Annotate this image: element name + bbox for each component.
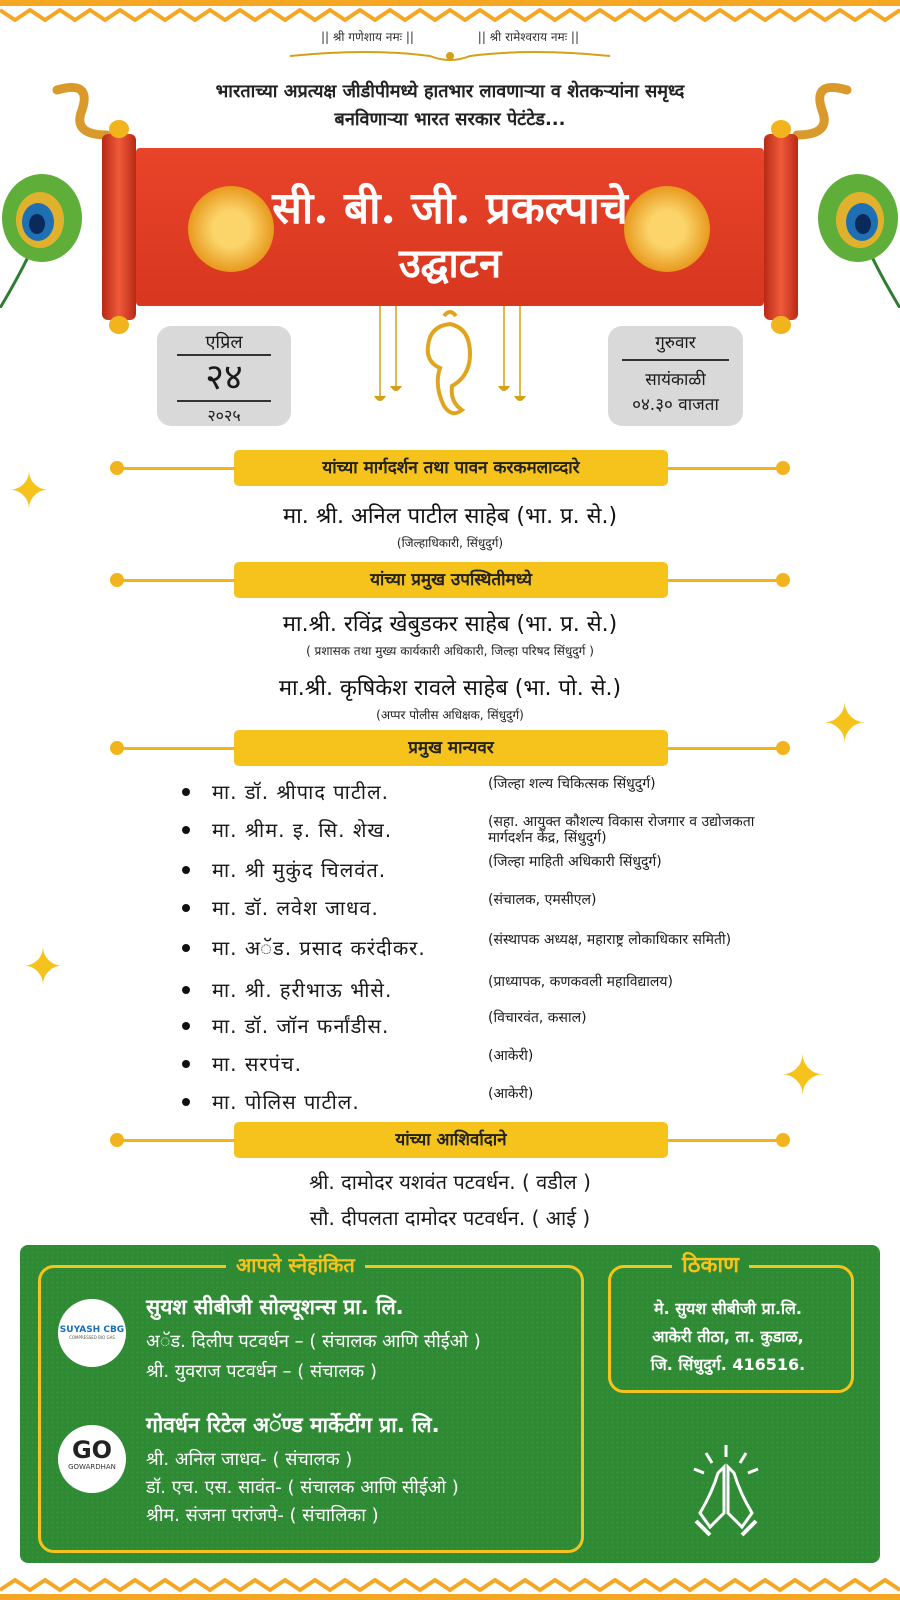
divider-dot	[776, 573, 790, 587]
title-banner	[136, 148, 764, 306]
blessings-heading: यांच्या आशिर्वादाने	[234, 1122, 668, 1158]
hosts-heading: आपले स्नेहांकित	[226, 1251, 365, 1278]
gowardhan-logo	[58, 1425, 126, 1493]
venue-heading: ठिकाण	[672, 1249, 749, 1279]
invocation-line	[0, 28, 900, 45]
suyash-cbg-logo	[58, 1299, 126, 1367]
divider-dot	[110, 741, 124, 755]
invocation-left: || श्री गणेशाय नमः ||	[320, 30, 414, 44]
tagline-line2: बनविणाऱ्या भारत सरकार पेटंटेड...	[334, 109, 566, 130]
blessing-father: श्री. दामोदर यशवंत पटवर्धन. ( वडील )	[309, 1170, 591, 1194]
company2-name: गोवर्धन रिटेल अॅण्ड मार्केटींग प्रा. लि.	[146, 1413, 440, 1437]
dignitary-name: मा. सरपंच.	[212, 1052, 302, 1076]
peacock-feather-left-icon	[0, 168, 90, 312]
sparkle-icon: ✦	[780, 1044, 826, 1107]
dignitary-name: मा. श्री. हरीभाऊ भीसे.	[212, 978, 393, 1002]
divider-line	[120, 1139, 234, 1142]
bullet	[182, 904, 190, 912]
gold-flourish	[290, 46, 610, 66]
divider-line	[668, 747, 782, 750]
venue-line: जि. सिंधुदुर्ग. 416516.	[650, 1355, 806, 1374]
company1-person: अॅड. दिलीप पटवर्धन – ( संचालक आणि सीईओ )	[146, 1331, 481, 1352]
dignitary-row	[182, 972, 802, 1006]
blessing-mother: सौ. दीपलता दामोदर पटवर्धन. ( आई )	[309, 1206, 591, 1230]
venue-line: आकेरी तीठा, ता. कुडाळ,	[652, 1327, 804, 1346]
bullet	[182, 866, 190, 874]
company2-person: श्री. अनिल जाधव- ( संचालक )	[146, 1449, 353, 1470]
invocation-right: || श्री रामेश्वराय नमः ||	[477, 30, 580, 44]
time-box	[608, 326, 743, 426]
banner-title-line2: उद्घाटन	[398, 240, 502, 287]
dignitary-role: (जिल्हा शल्य चिकित्सक सिंधुदुर्ग)	[488, 776, 656, 792]
sparkle-icon: ✦	[8, 462, 50, 520]
dignitary-role: (आकेरी)	[488, 1048, 534, 1064]
dignitary-row	[182, 1084, 802, 1118]
dignitary-name: मा. डॉ. लवेश जाधव.	[212, 896, 379, 920]
sparkle-icon: ✦	[22, 938, 64, 996]
company2-person: डॉ. एच. एस. सावंत- ( संचालक आणि सीईओ )	[146, 1477, 459, 1498]
bullet	[182, 1098, 190, 1106]
ganesha-lamps-icon	[370, 306, 530, 430]
divider-dot	[110, 573, 124, 587]
sparkle-icon: ✦	[822, 692, 868, 755]
dignitary-name: मा. श्रीम. इ. सि. शेख.	[212, 818, 393, 842]
venue-address	[610, 1295, 846, 1379]
chief-person-2-role: (अप्पर पोलीस अधिक्षक, सिंधुदुर्ग)	[376, 708, 524, 722]
tagline-line1: भारताच्या अप्रत्यक्ष जीडीपीमध्ये हातभार लावणाऱ्या व शेतकऱ्यांना समृध्द	[215, 81, 685, 102]
date-box	[157, 326, 291, 426]
bullet	[182, 986, 190, 994]
divider-dot	[776, 741, 790, 755]
scroll-rod-right	[764, 134, 798, 320]
divider-dot	[776, 1133, 790, 1147]
scroll-rod-left	[102, 134, 136, 320]
dignitary-name: मा. अॅड. प्रसाद करंदीकर.	[212, 936, 426, 960]
divider-dot	[110, 461, 124, 475]
dignitary-role: (संस्थापक अध्यक्ष, महाराष्ट्र लोकाधिकार समिती)	[488, 932, 732, 948]
tagline	[120, 78, 780, 134]
time-weekday: गुरुवार	[622, 330, 729, 361]
company1-person: श्री. युवराज पटवर्धन – ( संचालक )	[146, 1361, 377, 1382]
gowardhan-logo-text: GO	[71, 1436, 113, 1464]
dignitaries-heading: प्रमुख मान्यवर	[234, 730, 668, 766]
divider-line	[120, 467, 234, 470]
suyash-logo-sub: COMPRESSED BIO GAS	[69, 1335, 115, 1340]
dignitary-name: मा. पोलिस पाटील.	[212, 1090, 360, 1114]
hosts-panel	[20, 1245, 880, 1563]
divider-dot	[110, 1133, 124, 1147]
chief-presence-heading: यांच्या प्रमुख उपस्थितीमध्ये	[234, 562, 668, 598]
divider-line	[668, 579, 782, 582]
peacock-feather-right-icon	[810, 168, 900, 312]
dignitary-row	[182, 1046, 802, 1080]
dignitary-role: (प्राध्यापक, कणकवली महाविद्यालय)	[488, 974, 674, 990]
divider-line	[120, 747, 234, 750]
time-value: ०४.३० वाजता	[632, 395, 719, 415]
divider-line	[120, 579, 234, 582]
bullet	[182, 1022, 190, 1030]
chief-person-1-role: ( प्रशासक तथा मुख्य कार्यकारी अधिकारी, जिल्हा परिषद सिंधुदुर्ग )	[306, 644, 594, 658]
date-year: २०२५	[207, 406, 241, 425]
company1-name: सुयश सीबीजी सोल्यूशन्स प्रा. लि.	[146, 1295, 404, 1319]
date-month: एप्रिल	[205, 332, 243, 353]
bullet	[182, 944, 190, 952]
bullet	[182, 826, 190, 834]
dignitary-row	[182, 930, 802, 964]
chief-person-1-name: मा.श्री. रविंद्र खेबुडकर साहेब (भा. प्र. से.)	[282, 612, 618, 637]
dignitary-row	[182, 774, 802, 808]
gowardhan-logo-sub: GOWARDHAN	[68, 1463, 116, 1471]
dignitary-row	[182, 852, 802, 886]
dignitary-row	[182, 890, 802, 924]
date-day: २४	[177, 354, 271, 402]
dignitary-name: मा. डॉ. श्रीपाद पाटील.	[212, 780, 390, 804]
guidance-name: मा. श्री. अनिल पाटील साहेब (भा. प्र. से.)	[282, 504, 618, 529]
top-border-pattern	[0, 0, 900, 22]
divider-dot	[776, 461, 790, 475]
dignitary-row	[182, 1008, 802, 1042]
divider-line	[668, 1139, 782, 1142]
dignitary-row	[182, 812, 802, 846]
time-period: सायंकाळी	[645, 370, 706, 390]
dignitary-name: मा. श्री मुकुंद चिलवंत.	[212, 858, 387, 882]
dignitary-role: (जिल्हा माहिती अधिकारी सिंधुदुर्ग)	[488, 854, 662, 870]
dignitary-role: (विचारवंत, कसाल)	[488, 1010, 587, 1026]
chief-person-2-name: मा.श्री. कृषिकेश रावले साहेब (भा. पो. से.)	[278, 676, 622, 701]
banner-title-line1: सी. बी. जी. प्रकल्पाचे	[272, 183, 628, 234]
dignitary-role: (सहा. आयुक्त कौशल्य विकास रोजगार व उद्योजकता मार्गदर्शन केंद्र, सिंधुदुर्ग)	[488, 814, 755, 846]
bullet	[182, 1060, 190, 1068]
guidance-role: (जिल्हाधिकारी, सिंधुदुर्ग)	[396, 536, 504, 550]
bullet	[182, 788, 190, 796]
divider-line	[668, 467, 782, 470]
namaste-hands-icon	[688, 1443, 764, 1543]
venue-line: मे. सुयश सीबीजी प्रा.लि.	[654, 1299, 802, 1318]
gold-ribbon-right-icon	[792, 80, 852, 148]
dignitary-role: (आकेरी)	[488, 1086, 534, 1102]
dignitary-role: (संचालक, एमसीएल)	[488, 892, 597, 908]
company2-person: श्रीम. संजना परांजपे- ( संचालिका )	[146, 1505, 379, 1526]
guidance-heading: यांच्या मार्गदर्शन तथा पावन करकमलाव्दारे	[234, 450, 668, 486]
suyash-logo-text: SUYASH CBG	[59, 1325, 125, 1335]
bottom-border-pattern	[0, 1578, 900, 1600]
dignitary-name: मा. डॉ. जॉन फर्नांडीस.	[212, 1014, 390, 1038]
